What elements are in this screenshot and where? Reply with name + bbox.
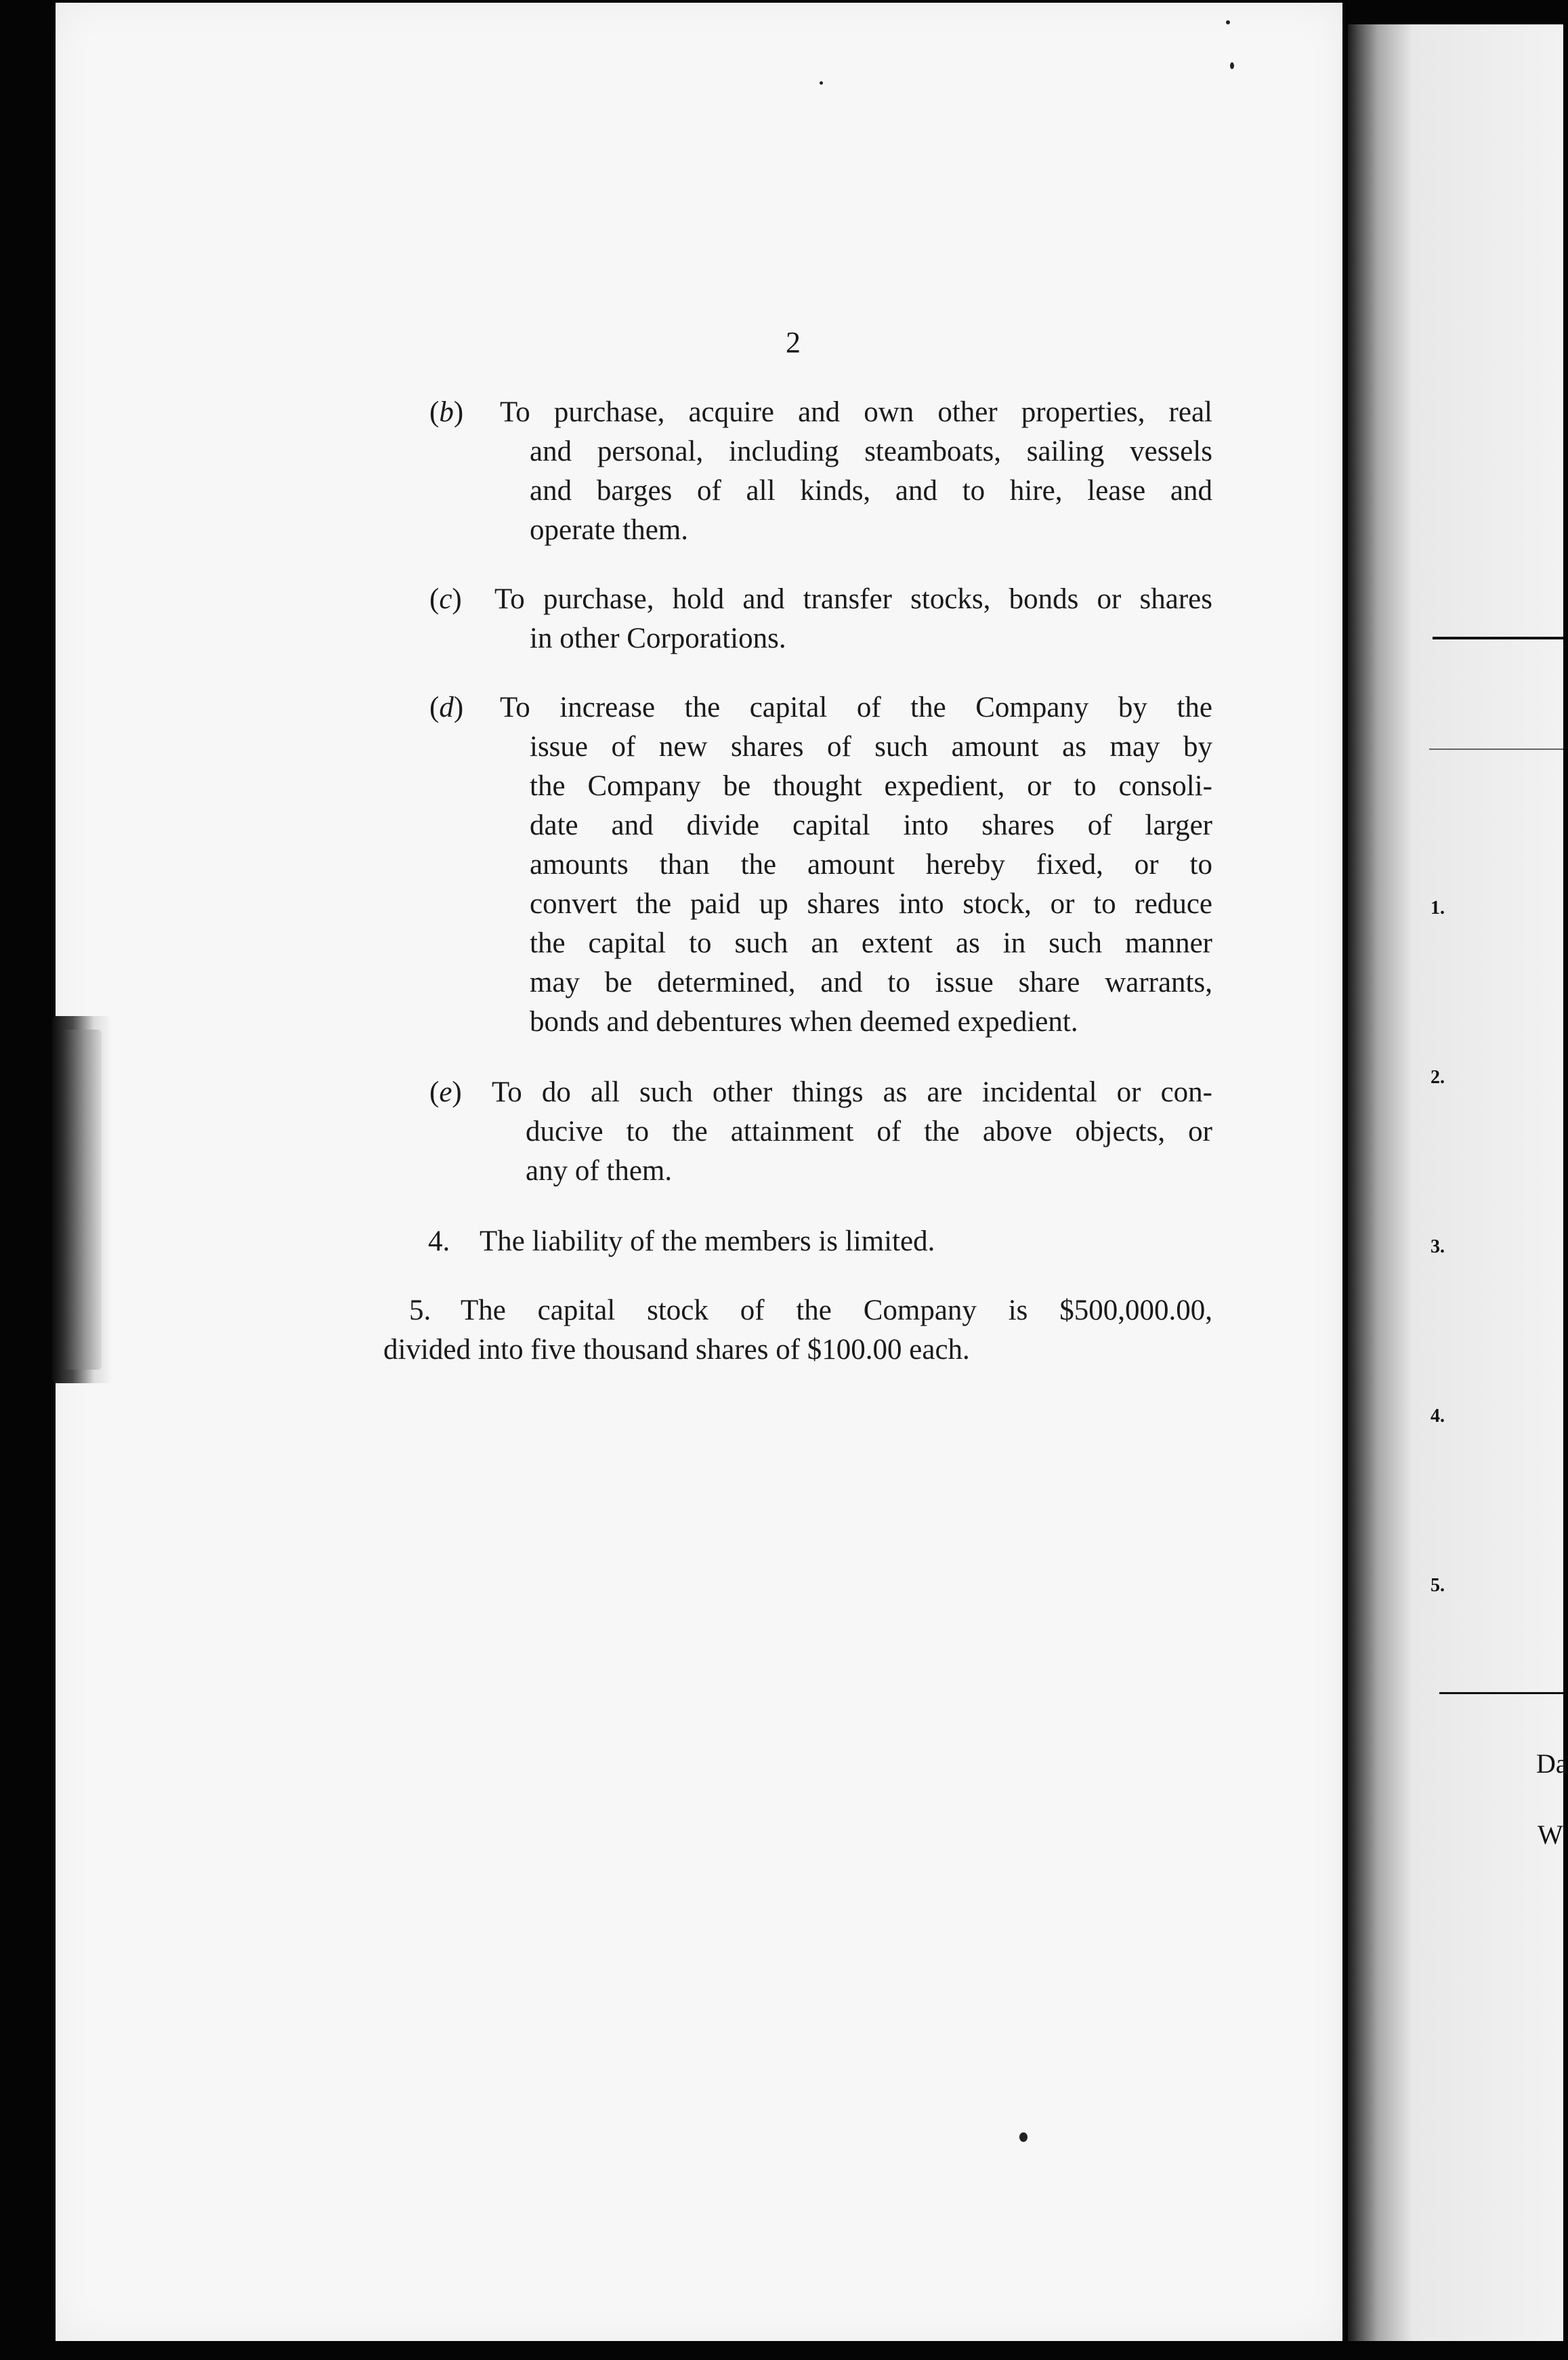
clause-line: and barges of all kinds, and to hire, lease and: [530, 475, 1212, 507]
underlying-number: 4.: [1431, 1406, 1445, 1427]
paper-speck: [1019, 2132, 1027, 2142]
clause-line: amounts than the amount hereby fixed, or to: [530, 849, 1212, 881]
clause-marker-letter: e: [439, 1076, 452, 1108]
clause-line: To purchase, acquire and own other properties, real: [500, 396, 1212, 428]
underlying-rule: [1429, 749, 1563, 750]
underlying-number: 5.: [1431, 1575, 1445, 1596]
section-5-line-2: divided into five thousand shares of $100.00 each.: [383, 1334, 970, 1366]
clause-line: and personal, including steamboats, sailing vessels: [530, 436, 1212, 467]
paper-speck: [1226, 20, 1230, 24]
clause-line: To do all such other things as are incidental or con-: [492, 1076, 1212, 1108]
clause-marker: (b): [429, 396, 464, 428]
clause-line: To increase the capital of the Company by the: [500, 692, 1212, 723]
clause-line: ducive to the attainment of the above objects, or: [526, 1116, 1212, 1147]
underlying-number: 3.: [1431, 1236, 1445, 1257]
clause-line: date and divide capital into shares of larger: [530, 809, 1212, 841]
clause-line: any of them.: [526, 1155, 673, 1187]
binder-clip-inner: [62, 1030, 102, 1370]
section-5-line-1: The capital stock of the Company is $500,000.00,: [461, 1294, 1212, 1326]
underlying-rule: [1439, 1692, 1563, 1694]
clause-line: operate them.: [530, 514, 689, 546]
clause-line: the capital to such an extent as in such manner: [530, 927, 1212, 959]
section-4-text: The liability of the members is limited.: [480, 1225, 935, 1257]
underlying-fragment: Da: [1536, 1748, 1568, 1779]
clause-marker-letter: b: [439, 396, 454, 428]
clause-marker: (c): [429, 583, 462, 615]
section-number: 4.: [428, 1225, 450, 1257]
section-number: 5.: [409, 1294, 431, 1326]
clause-line: convert the paid up shares into stock, or to reduce: [530, 888, 1212, 920]
clause-line: To purchase, hold and transfer stocks, bonds or shares: [494, 583, 1212, 615]
paper-speck: [1230, 62, 1234, 69]
underlying-page: [1348, 24, 1563, 2341]
clause-marker-letter: d: [439, 692, 454, 723]
clause-line: may be determined, and to issue share warrants,: [530, 967, 1212, 998]
underlying-rule: [1433, 637, 1563, 639]
underlying-fragment: W: [1538, 1819, 1563, 1850]
clause-marker: (d): [429, 692, 464, 723]
clause-line: issue of new shares of such amount as may by: [530, 731, 1212, 763]
paper-speck: [820, 81, 823, 85]
clause-marker-letter: c: [439, 583, 452, 615]
clause-line: the Company be thought expedient, or to consoli-: [530, 770, 1212, 802]
page-number: 2: [786, 326, 801, 359]
clause-line: in other Corporations.: [530, 623, 786, 654]
underlying-number: 2.: [1431, 1067, 1445, 1088]
underlying-number: 1.: [1431, 898, 1445, 919]
clause-line: bonds and debentures when deemed expedient.: [530, 1006, 1078, 1038]
clause-marker: (e): [429, 1076, 462, 1108]
